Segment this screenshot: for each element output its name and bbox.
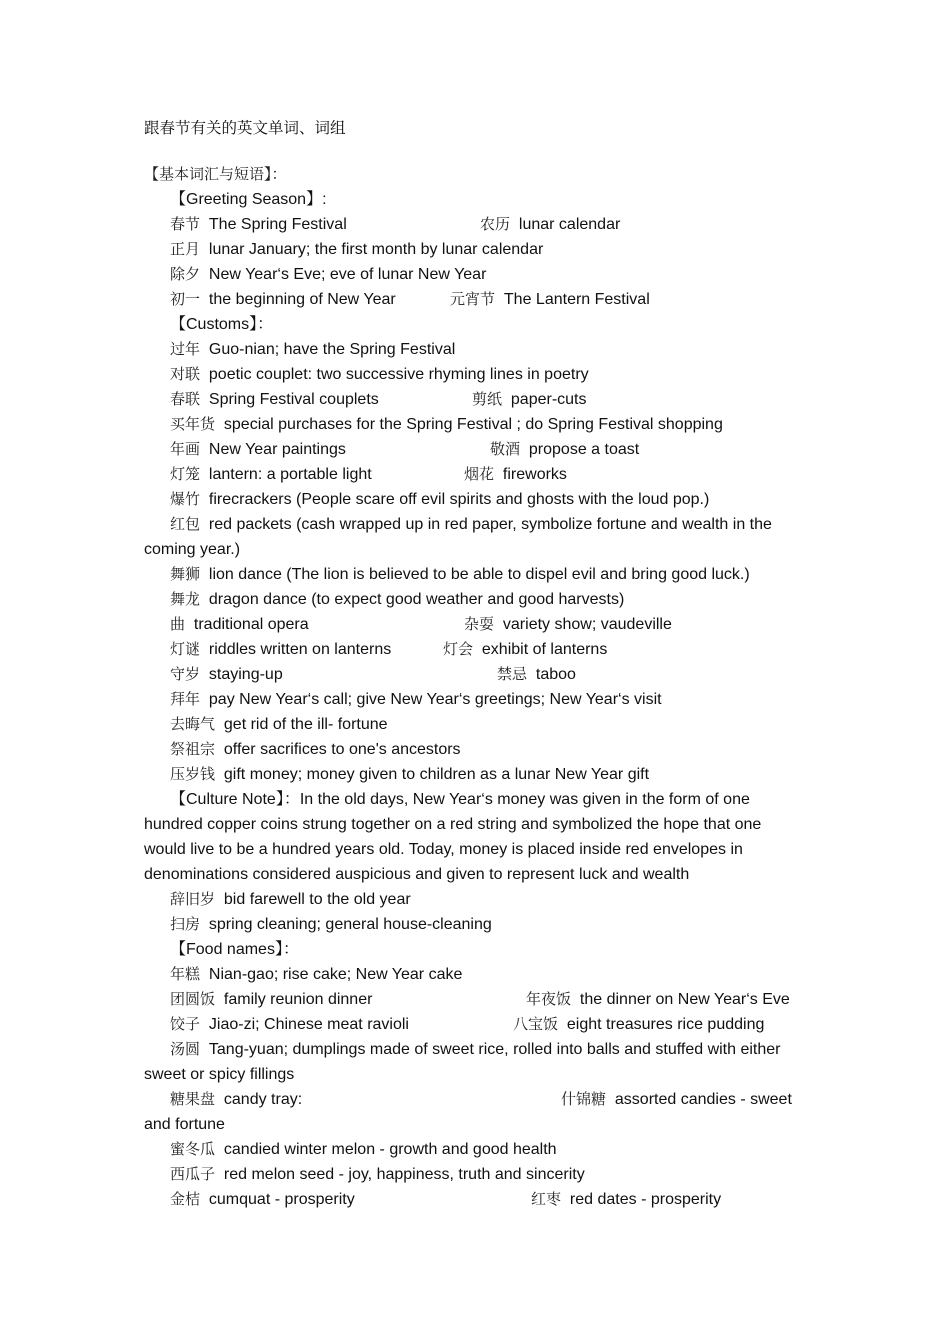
en-term: traditional opera [193, 616, 309, 633]
vocab-row [170, 562, 750, 587]
zh-term: 压岁钱 [170, 765, 216, 783]
en-term: taboo [535, 666, 576, 683]
vocab-row-continuation: and fortune [144, 1116, 225, 1133]
page-title: 跟春节有关的英文单词、词组 [144, 119, 346, 137]
vocab-row [170, 237, 543, 262]
en-term: poetic couplet: two successive rhyming lines in poetry [208, 366, 589, 383]
zh-term: 扫房 [170, 915, 201, 933]
en-term: bid farewell to the old year [223, 891, 411, 908]
vocab-row [170, 1137, 557, 1162]
en-term: lion dance (The lion is believed to be able to dispel evil and bring good luck.) [208, 566, 750, 583]
en-term: dragon dance (to expect good weather and good harvests) [208, 591, 625, 608]
en-term: red packets (cash wrapped up in red paper, symbolize fortune and wealth in the [208, 516, 772, 533]
en-term: paper-cuts [510, 391, 587, 408]
en-term: red dates - prosperity [569, 1191, 722, 1208]
vocab-row-second [561, 1087, 792, 1112]
culture-note-line: would live to be a hundred years old. Today, money is placed inside red envelopes in [144, 841, 743, 858]
vocab-row-second [472, 387, 587, 412]
zh-term: 春节 [170, 215, 201, 233]
en-term: the beginning of New Year [208, 291, 396, 308]
vocab-row [170, 637, 391, 662]
en-term: offer sacrifices to one's ancestors [223, 741, 461, 758]
vocab-row [170, 412, 723, 437]
en-term: The Spring Festival [208, 216, 347, 233]
vocab-row-second [464, 462, 567, 487]
zh-term: 曲 [170, 615, 186, 633]
zh-term: 年糕 [170, 965, 201, 983]
en-term: eight treasures rice pudding [566, 1016, 765, 1033]
en-term: spring cleaning; general house-cleaning [208, 916, 492, 933]
en-term: riddles written on lanterns [208, 641, 392, 658]
vocab-row-second [443, 637, 607, 662]
vocab-row [170, 262, 486, 287]
vocab-row-second [480, 212, 620, 237]
en-term: the dinner on New Year‘s Eve [579, 991, 790, 1008]
zh-term: 剪纸 [472, 390, 503, 408]
culture-note-header: 【Culture Note】： [170, 791, 300, 808]
zh-term: 祭祖宗 [170, 740, 216, 758]
en-term: gift money; money given to children as a lunar New Year gift [223, 766, 650, 783]
vocab-row [170, 1037, 780, 1062]
en-term: assorted candies - sweet [614, 1091, 792, 1108]
vocab-row-second [531, 1187, 721, 1212]
zh-term: 年夜饭 [526, 990, 572, 1008]
vocab-row-second [526, 987, 790, 1012]
en-term: Jiao-zi; Chinese meat ravioli [208, 1016, 409, 1033]
zh-term: 糖果盘 [170, 1090, 216, 1108]
vocab-row-continuation: coming year.) [144, 541, 241, 558]
zh-term: 正月 [170, 240, 201, 258]
vocab-row [170, 437, 346, 462]
en-term: Spring Festival couplets [208, 391, 379, 408]
en-term: variety show; vaudeville [502, 616, 672, 633]
zh-term: 舞狮 [170, 565, 201, 583]
zh-term: 守岁 [170, 665, 201, 683]
vocab-row [170, 512, 772, 537]
vocab-row [170, 912, 492, 937]
zh-term: 八宝饭 [513, 1015, 559, 1033]
zh-term: 灯笼 [170, 465, 201, 483]
vocab-row [170, 1087, 302, 1112]
en-term: firecrackers (People scare off evil spirits and ghosts with the loud pop.) [208, 491, 710, 508]
en-term: exhibit of lanterns [481, 641, 608, 658]
en-term: candied winter melon - growth and good health [223, 1141, 557, 1158]
en-term: special purchases for the Spring Festival ; do Spring Festival shopping [223, 416, 723, 433]
culture-note-line: In the old days, New Year‘s money was given in the form of one [299, 791, 750, 808]
en-term: staying-up [208, 666, 283, 683]
zh-term: 去晦气 [170, 715, 216, 733]
zh-term: 杂耍 [464, 615, 495, 633]
en-term: The Lantern Festival [503, 291, 650, 308]
en-term: pay New Year‘s call; give New Year‘s greetings; New Year‘s visit [208, 691, 662, 708]
culture-note-paragraph [170, 787, 750, 812]
vocab-row [170, 287, 396, 312]
en-term: Nian-gao; rise cake; New Year cake [208, 966, 463, 983]
en-term: red melon seed - joy, happiness, truth and sincerity [223, 1166, 585, 1183]
vocab-row [170, 1187, 355, 1212]
zh-term: 敬酒 [490, 440, 521, 458]
culture-note-line: hundred copper coins strung together on a red string and symbolized the hope that one [144, 816, 762, 833]
en-term: lunar calendar [518, 216, 621, 233]
vocab-row [170, 662, 283, 687]
customs-header: 【Customs】： [170, 316, 274, 333]
zh-term: 烟花 [464, 465, 495, 483]
vocab-row [170, 387, 379, 412]
zh-term: 蜜冬瓜 [170, 1140, 216, 1158]
vocab-row [170, 737, 461, 762]
zh-term: 舞龙 [170, 590, 201, 608]
zh-term: 金桔 [170, 1190, 201, 1208]
vocab-row [170, 887, 411, 912]
en-term: Guo-nian; have the Spring Festival [208, 341, 456, 358]
zh-term: 团圆饭 [170, 990, 216, 1008]
zh-term: 初一 [170, 290, 201, 308]
section-header: 【基本词汇与短语】： [144, 165, 287, 183]
en-term: get rid of the ill- fortune [223, 716, 388, 733]
zh-term: 除夕 [170, 265, 201, 283]
en-term: lunar January; the first month by lunar calendar [208, 241, 544, 258]
vocab-row [170, 487, 709, 512]
vocab-row [170, 762, 649, 787]
vocab-row [170, 362, 589, 387]
zh-term: 对联 [170, 365, 201, 383]
zh-term: 农历 [480, 215, 511, 233]
vocab-row [170, 587, 624, 612]
vocab-row [170, 712, 388, 737]
zh-term: 元宵节 [450, 290, 496, 308]
zh-term: 春联 [170, 390, 201, 408]
zh-term: 红包 [170, 515, 201, 533]
zh-term: 买年货 [170, 415, 216, 433]
en-term: propose a toast [528, 441, 640, 458]
vocab-row-continuation: sweet or spicy fillings [144, 1066, 295, 1083]
zh-term: 拜年 [170, 690, 201, 708]
zh-term: 爆竹 [170, 490, 201, 508]
en-term: Tang-yuan; dumplings made of sweet rice, rolled into balls and stuffed with either [208, 1041, 781, 1058]
zh-term: 西瓜子 [170, 1165, 216, 1183]
zh-term: 灯会 [443, 640, 474, 658]
zh-term: 年画 [170, 440, 201, 458]
en-term: New Year paintings [208, 441, 346, 458]
vocab-row [170, 687, 662, 712]
greeting-header: 【Greeting Season】: [170, 191, 327, 208]
vocab-row [170, 962, 462, 987]
en-term: New Year‘s Eve; eve of lunar New Year [208, 266, 487, 283]
vocab-row-second [497, 662, 576, 687]
zh-term: 灯谜 [170, 640, 201, 658]
zh-term: 什锦糖 [561, 1090, 607, 1108]
vocab-row-second [464, 612, 672, 637]
zh-term: 禁忌 [497, 665, 528, 683]
en-term: family reunion dinner [223, 991, 373, 1008]
en-term: cumquat - prosperity [208, 1191, 355, 1208]
culture-note-line: denominations considered auspicious and given to represent luck and wealth [144, 866, 690, 883]
vocab-row-second [490, 437, 639, 462]
vocab-row [170, 1012, 409, 1037]
vocab-row-second [513, 1012, 764, 1037]
zh-term: 过年 [170, 340, 201, 358]
zh-term: 饺子 [170, 1015, 201, 1033]
en-term: lantern: a portable light [208, 466, 372, 483]
en-term: candy tray: [223, 1091, 303, 1108]
food-header: 【Food names】： [170, 941, 299, 958]
vocab-row [170, 462, 372, 487]
zh-term: 汤圆 [170, 1040, 201, 1058]
zh-term: 辞旧岁 [170, 890, 216, 908]
en-term: fireworks [502, 466, 567, 483]
vocab-row [170, 212, 347, 237]
vocab-row [170, 612, 309, 637]
zh-term: 红枣 [531, 1190, 562, 1208]
vocab-row [170, 1162, 585, 1187]
vocab-row [170, 337, 455, 362]
vocab-row [170, 987, 372, 1012]
vocab-row-second [450, 287, 650, 312]
